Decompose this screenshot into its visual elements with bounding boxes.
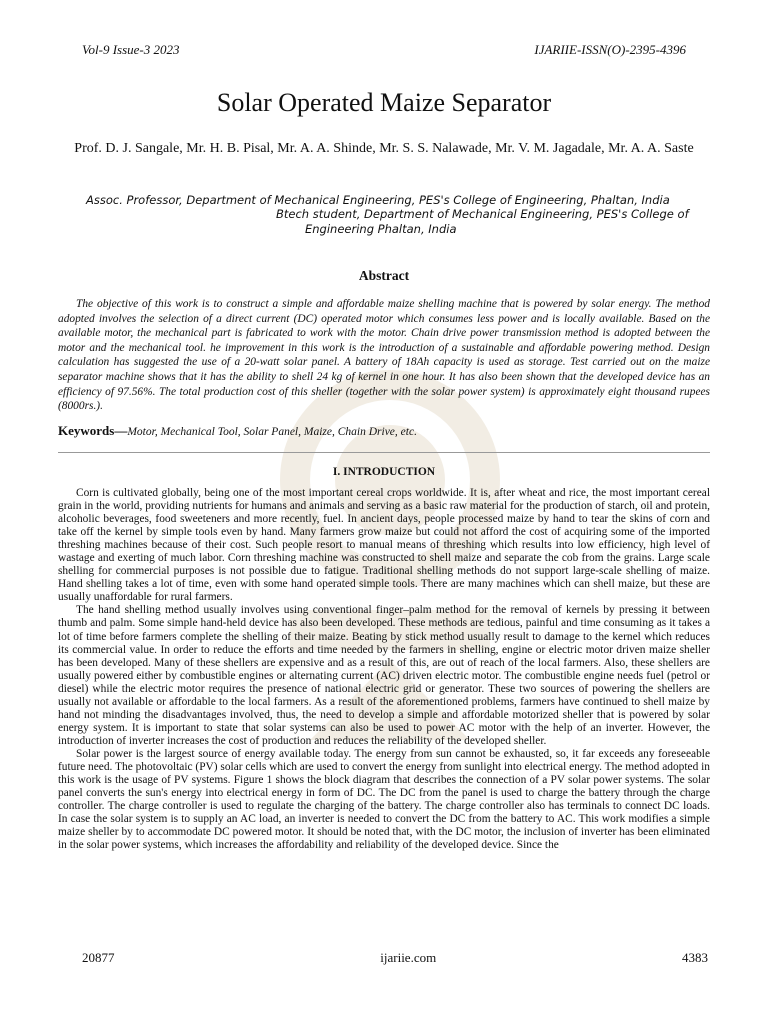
footer-page-number: 4383 bbox=[681, 950, 708, 965]
page-footer bbox=[82, 950, 708, 966]
affiliation-1: Assoc. Professor, Department of Mechanical Engineering, PES's College of Engineering, Phaltan, India bbox=[86, 193, 670, 207]
footer-left: 20877 bbox=[82, 950, 115, 965]
introduction-body bbox=[58, 487, 710, 852]
affiliation-2: Btech student, Department of Mechanical Engineering, PES's College of bbox=[276, 207, 689, 221]
paper-title: Solar Operated Maize Separator bbox=[216, 88, 552, 117]
section-divider bbox=[58, 452, 710, 453]
issn-info: IJARIIE-ISSN(O)-2395-4396 bbox=[534, 42, 686, 57]
affiliation-3: Engineering Phaltan, India bbox=[305, 222, 457, 236]
paragraph: The hand shelling method usually involves using conventional finger–palm method for the removal of kernels by pressing it between thumb and palm. Some simple hand-held device has also been developed. These methods are tedious, painful and time consuming as it takes a lot of time before farmers complete the shelling of their maize. Beating by stick method usually result to damage to the kernel which reduces its commercial value. In order to reduce the efforts and time needed by the farmers in shelling, engine or electric motor driven maize sheller has been developed. Many of these shellers are expensive and as a result of this, are out of reach of the local farmers. Also, these shellers are usually powered either by combustible engines or alternating current (AC) driven electric motor. The combustible engine needs fuel (petrol or diesel) while the electric motor requires the presence of national electric grid or generator. These two sources of powering the shellers are usually not available or affordable to the local farmers. As a result of the aforementioned problems, farmers have continued to shell maize by hand not minding the disadvantages involved, thus, the need to develop a simple and affordable motorized sheller that is powered by solar energy system. It is important to state that solar systems can also be used to power AC motor with the help of an inverter. However, the introduction of inverter increases the cost of production and reduces the reliability of the developed sheller. bbox=[58, 604, 710, 747]
keywords-text: Motor, Mechanical Tool, Solar Panel, Maize, Chain Drive, etc. bbox=[127, 426, 417, 438]
paragraph: Corn is cultivated globally, being one of the most important cereal crops worldwide. It is, after wheat and rice, the most important cereal grain in the world, providing nutrients for humans and animals and serving as a basic raw material for the production of starch, oil and protein, alcoholic beverages, food sweeteners and more recently, fuel. In ancient days, people processed maize by hand to tear the skins of corn and take off the kernel by simple tools even by hand. Many farmers grow maize but could not afford the cost of acquiring some of the imported threshing machines because of their cost. Such people resort to manual means of threshing which results into low efficiency, high level of wastage and exerting of much labor. Corn threshing machine was constructed to shell maize and separate the cob from the grains. Large scale shelling for commercial purposes is not possible due to fatigue. Traditional shelling methods do not support large-scale shelling of maize. Hand shelling takes a lot of time, even with some hand operated simple tools. There are many machines which can shell maize, but these are usually unaffordable for rural farmers. bbox=[58, 487, 710, 604]
paragraph: Solar power is the largest source of energy available today. The energy from sun cannot be exhausted, so, it far exceeds any foreseeable future need. The photovoltaic (PV) solar cells which are used to convert the energy from sunlight into electrical energy. The method adopted in this work is the usage of PV systems. Figure 1 shows the block diagram that describes the connection of a PV solar power systems. The solar panel converts the sun's energy into electrical energy in form of DC. The DC from the panel is used to charge the battery through the charge controller. The charge controller is used to regulate the charging of the battery. The charge controller also has terminals to connect DC loads. In case the solar system is to supply an AC load, an inverter is needed to convert the DC from the battery to AC. This work modifies a simple maize sheller by to accommodate DC powered motor. It should be noted that, with the DC motor, the inclusion of inverter has been eliminated in the solar power systems, which increases the affordability and reliability of the developed device. Since the bbox=[58, 747, 710, 852]
author-list: Prof. D. J. Sangale, Mr. H. B. Pisal, Mr. A. A. Shinde, Mr. S. S. Nalawade, Mr. V. M. Jagadale, Mr. A. A. Saste bbox=[74, 141, 694, 156]
keywords-label: Keywords— bbox=[58, 423, 128, 438]
page-header bbox=[82, 42, 686, 58]
section-heading: I. INTRODUCTION bbox=[332, 466, 436, 478]
abstract-heading: Abstract bbox=[358, 268, 410, 283]
volume-info: Vol-9 Issue-3 2023 bbox=[82, 42, 180, 57]
footer-website: ijariie.com bbox=[380, 950, 437, 965]
keywords bbox=[58, 423, 710, 439]
abstract-text: The objective of this work is to construct a simple and affordable maize shelling machine that is powered by solar energy. The method adopted involves the selection of a direct current (DC) operated motor which consumes less power and is locally available. Based on the available motor, the mechanical part is fabricated to work with the motor. Chain drive power transmission method is adopted between the motor and the mechanical tool. he improvement in this work is the introduction of a sustainable and affordable powering method. Design calculation has suggested the use of a 20-watt solar panel. A battery of 18Ah capacity is used as storage. Test carried out on the maize separator machine shows that it has the ability to shell 24 kg of kernel in one hour. It has also been shown that the developed device has an efficiency of 97.56%. The total production cost of this sheller (together with the solar power system) is approximately eight thousand rupees (8000rs.). bbox=[58, 298, 710, 413]
